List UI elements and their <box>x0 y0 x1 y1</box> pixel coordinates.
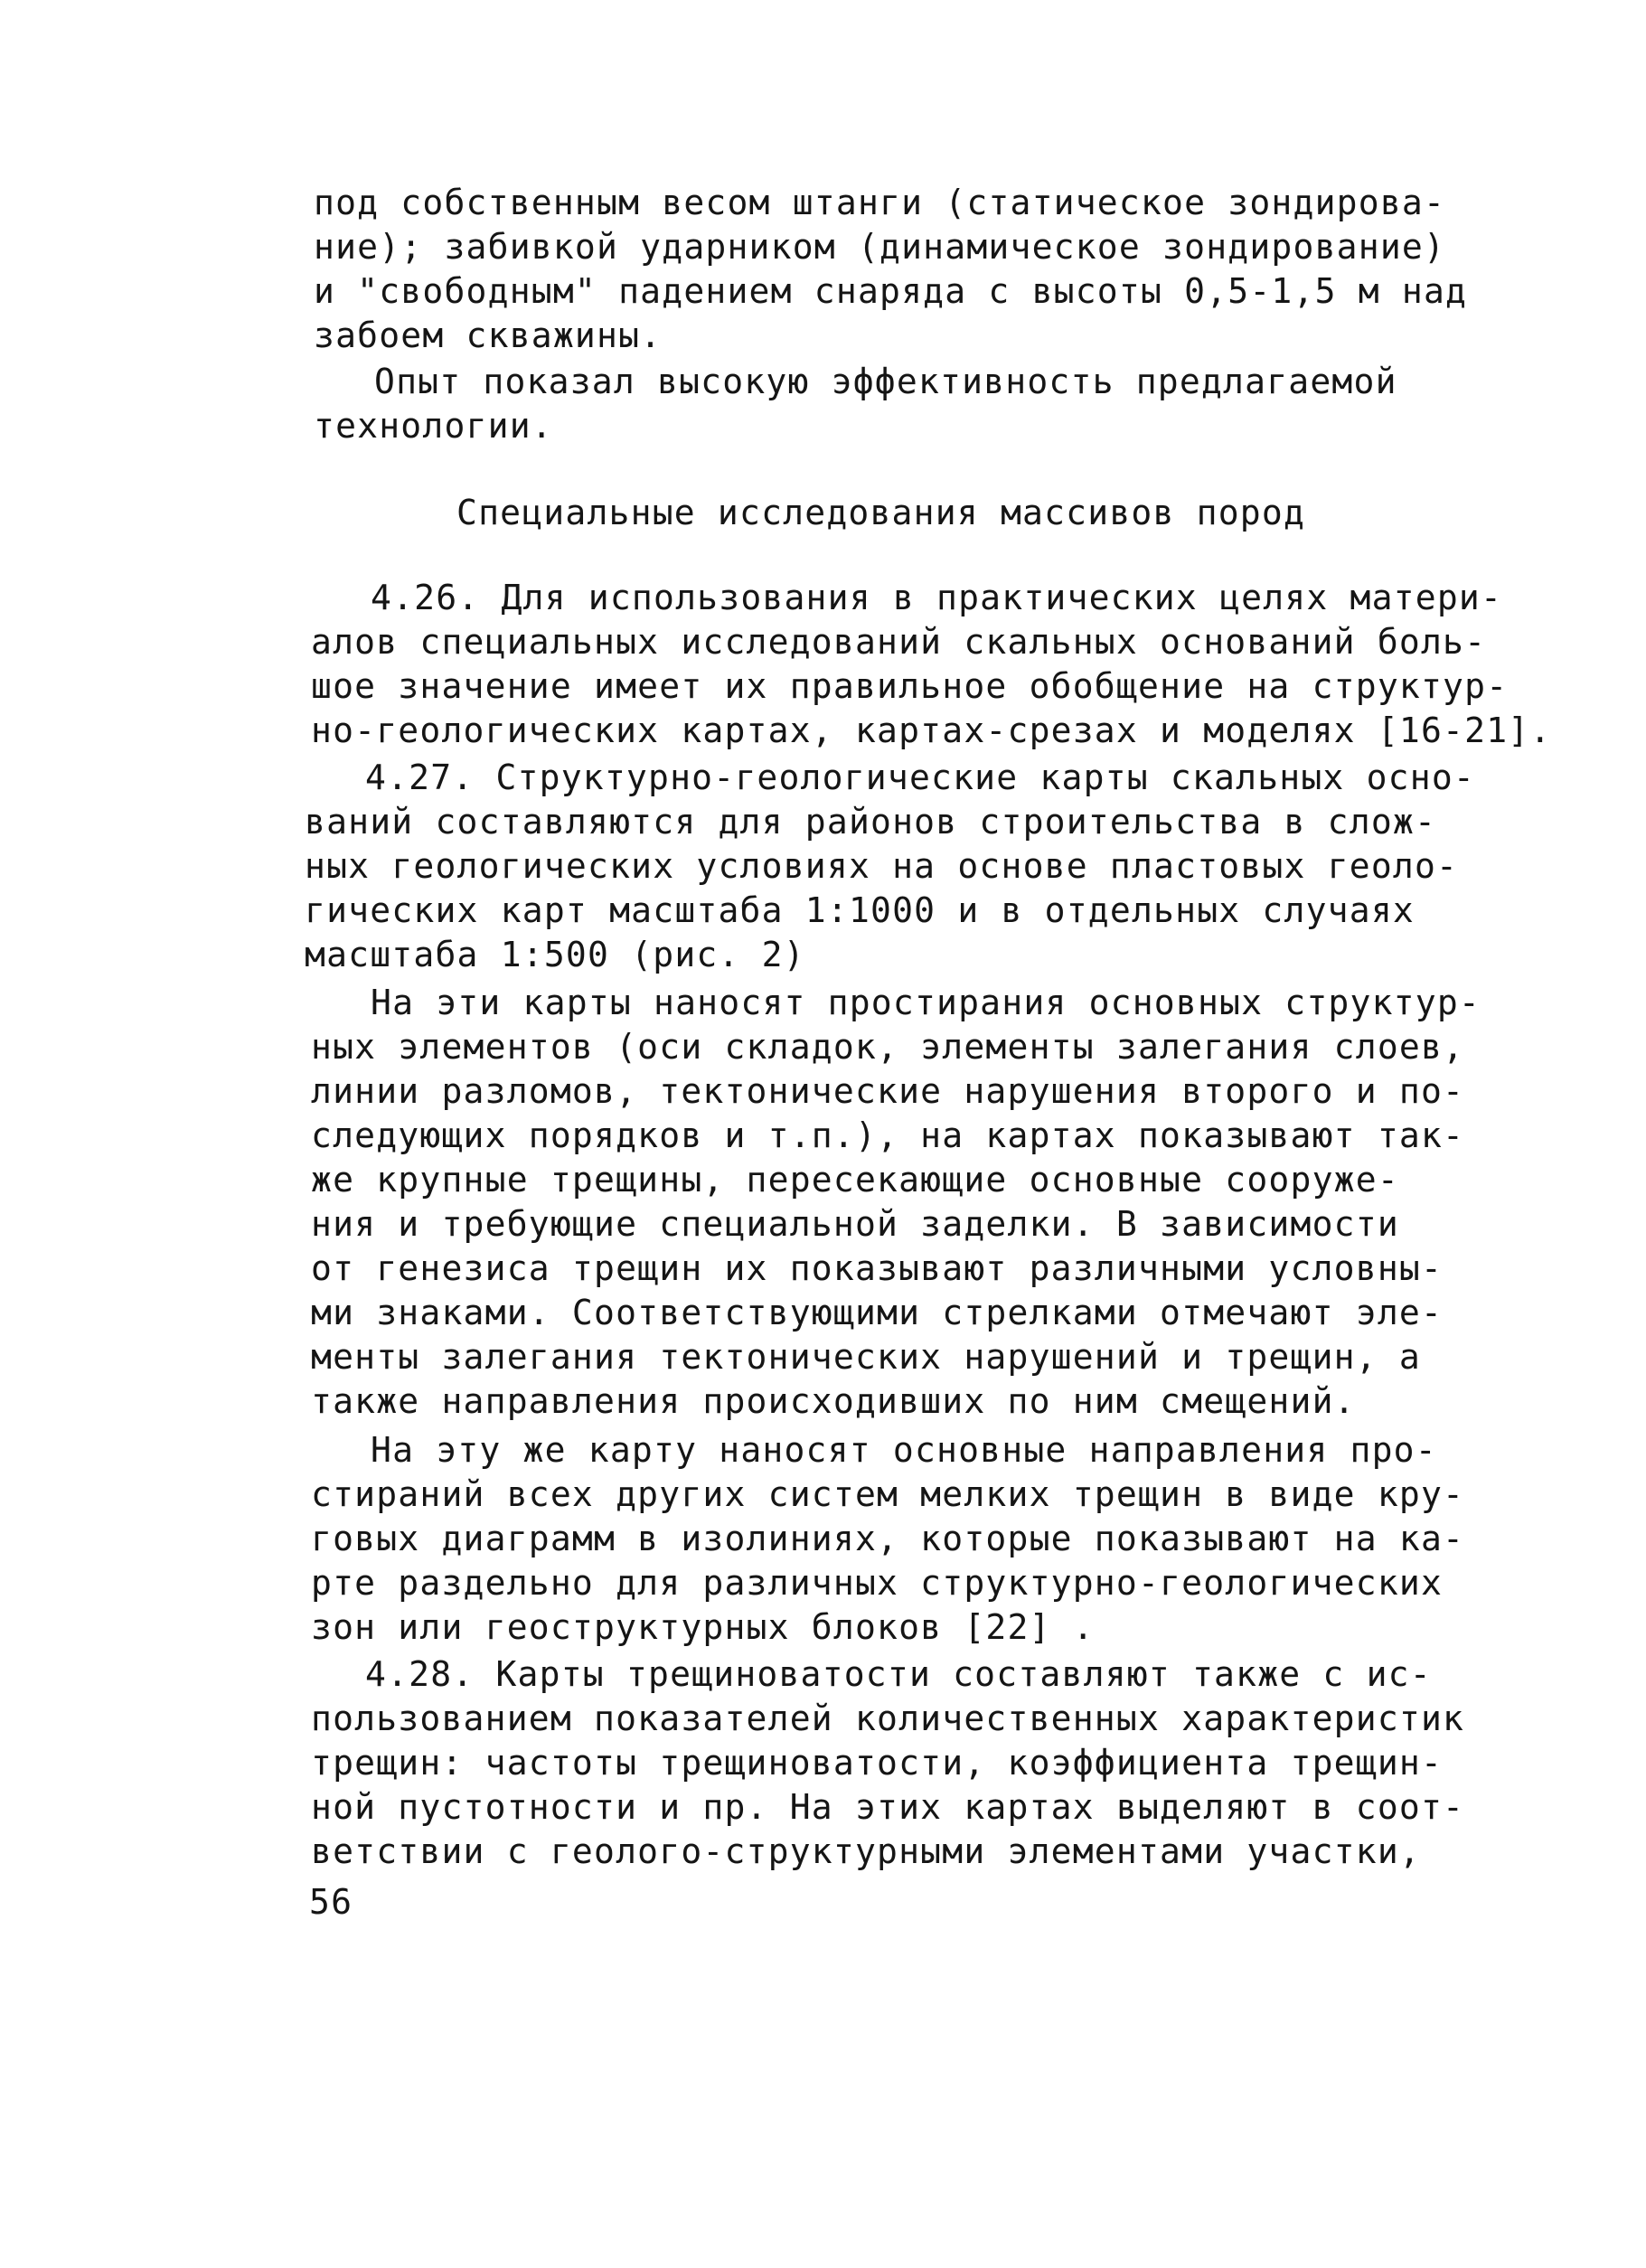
section-heading: Специальные исследования массивов пород <box>456 493 1306 532</box>
text-line: шое значение имеет их правильное обобщение на структур- <box>311 666 1509 706</box>
text-line: линии разломов, тектонические нарушения второго и по- <box>311 1071 1465 1111</box>
text-line: ветствии с геолого-структурными элементами участки, <box>311 1831 1421 1871</box>
text-line: следующих порядков и т.п.), на картах показывают так- <box>311 1115 1465 1155</box>
text-line: стираний всех других систем мелких трещин в виде кру- <box>311 1474 1465 1514</box>
text-line: 4.28. Карты трещиноватости составляют также с ис- <box>365 1654 1432 1694</box>
text-line: трещин: частоты трещиноватости, коэффициента трещин- <box>311 1743 1444 1783</box>
text-line: зон или геоструктурных блоков [22] . <box>311 1607 1095 1647</box>
text-line: же крупные трещины, пересекающие основные сооруже- <box>311 1160 1399 1200</box>
text-line: 4.27. Структурно-геологические карты скальных осно- <box>365 758 1475 797</box>
text-line: ваний составляются для районов строительства в слож- <box>305 802 1437 842</box>
text-line: ной пустотности и пр. На этих картах выделяют в соот- <box>311 1787 1465 1827</box>
page-number: 56 <box>309 1882 353 1922</box>
text-line: рте раздельно для различных структурно-геологических <box>311 1563 1444 1603</box>
text-line: ных геологических условиях на основе пластовых геоло- <box>305 846 1459 886</box>
text-line: от генезиса трещин их показывают различными условны- <box>311 1248 1444 1288</box>
text-line: масштаба 1:500 (рис. 2) <box>305 935 805 974</box>
text-line: менты залегания тектонических нарушений и трещин, а <box>311 1337 1421 1377</box>
text-line: 4.26. Для использования в практических целях матери- <box>371 578 1503 617</box>
text-line: и "свободным" падением снаряда с высоты 0,5-1,5 м над <box>314 271 1468 311</box>
text-line: ных элементов (оси складок, элементы залегания слоев, <box>311 1027 1465 1067</box>
text-line: Опыт показал высокую эффективность предлагаемой <box>374 362 1397 401</box>
text-line: На эти карты наносят простирания основных структур- <box>371 983 1481 1022</box>
text-line: говых диаграмм в изолиниях, которые показывают на ка- <box>311 1519 1465 1558</box>
text-line: пользованием показателей количественных характеристик <box>311 1699 1465 1738</box>
text-line: под собственным весом штанги (статическое зондирова- <box>314 183 1446 222</box>
text-line: также направления происходивших по ним смещений. <box>311 1381 1356 1421</box>
text-line: технологии. <box>314 406 553 446</box>
text-line: На эту же карту наносят основные направления про- <box>371 1430 1437 1470</box>
text-line: гических карт масштаба 1:1000 и в отдельных случаях <box>305 890 1415 930</box>
text-line: забоем скважины. <box>314 315 663 355</box>
text-line: алов специальных исследований скальных оснований боль- <box>311 622 1487 662</box>
text-line: ние); забивкой ударником (динамическое зондирование) <box>314 227 1446 267</box>
text-line: ми знаками. Соответствующими стрелками отмечают эле- <box>311 1293 1444 1332</box>
text-line: но-геологических картах, картах-срезах и моделях [16-21]. <box>311 711 1552 750</box>
text-line: ния и требующие специальной заделки. В зависимости <box>311 1204 1399 1244</box>
